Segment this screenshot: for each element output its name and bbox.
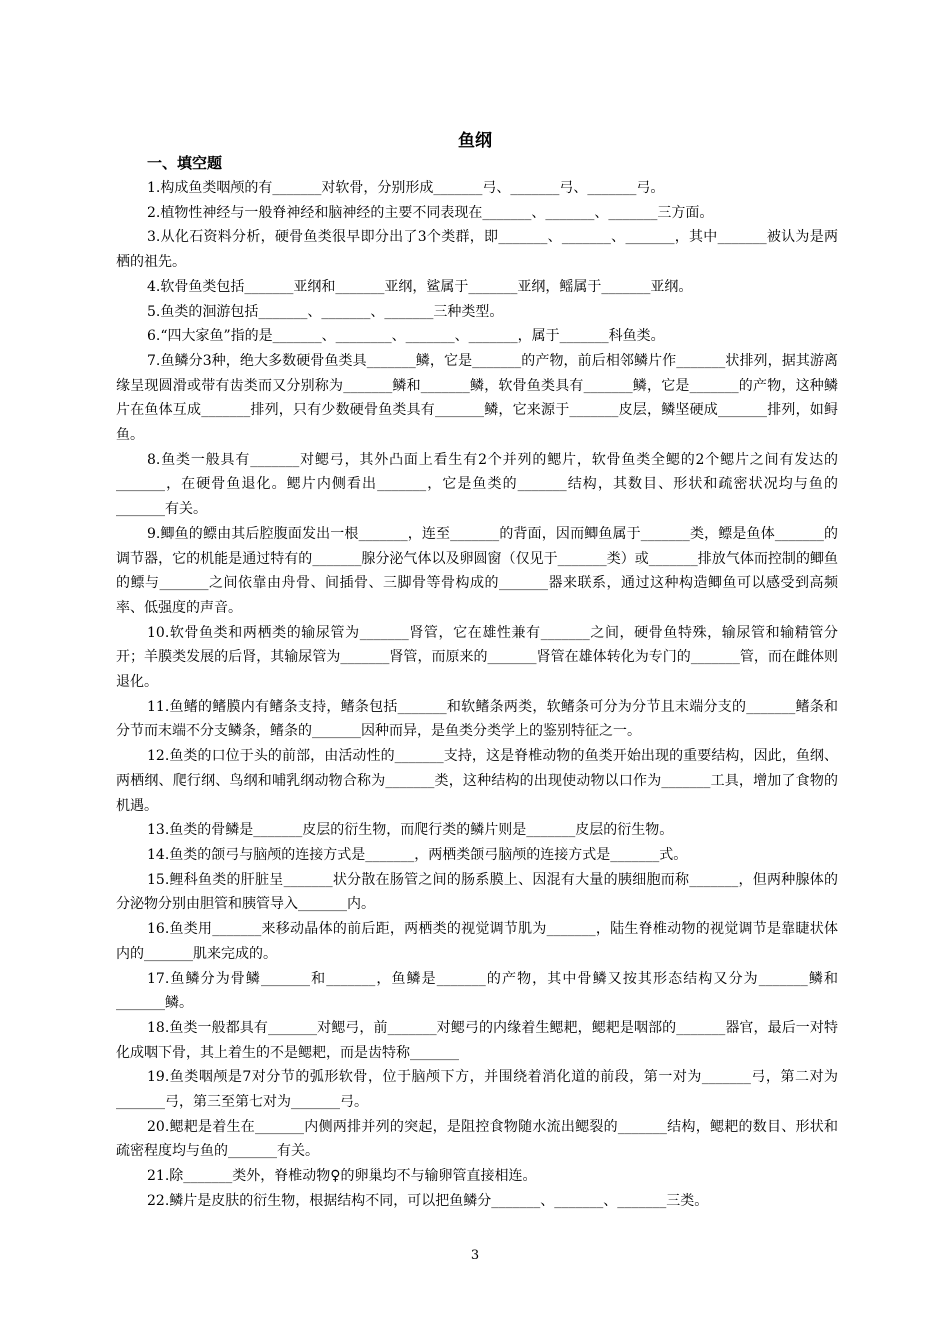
page-title: 鱼纲 [458, 131, 492, 151]
question-item-11: 11.鱼鳍的鳍膜内有鳍条支持，鳍条包括_______和软鳍条两类，软鳍条可分为分节且末端分支的_______鳍条和分节而末端不分支鳞条，鳍条的_______因种而异，是鱼类分类学上的鉴别特征之一。 [116, 698, 838, 740]
question-item-22: 22.鳞片是皮肤的衍生物，根据结构不同，可以把鱼鳞分_______、_______、_______三类。 [147, 1192, 709, 1209]
question-item-14: 14.鱼类的颌弓与脑颅的连接方式是_______，两栖类颌弓脑颅的连接方式是_______式。 [147, 846, 688, 863]
question-item-19: 19.鱼类咽颅是7对分节的弧形软骨，位于脑颅下方，并围绕着消化道的前段，第一对为_______弓，第二对为_______弓，第三至第七对为_______弓。 [116, 1069, 838, 1111]
question-item-15: 15.鲤科鱼类的肝脏呈_______状分散在肠管之间的肠系膜上、因混有大量的胰细胞而称_______，但两种腺体的分泌物分别由胆管和胰管导入_______内。 [116, 871, 838, 913]
question-item-12: 12.鱼类的口位于头的前部，由活动性的_______支持，这是脊椎动物的鱼类开始出现的重要结构，因此，鱼纲、两栖纲、爬行纲、鸟纲和哺乳纲动物合称为_______类，这种结构的出现使动物以口作为_______工具，增加了食物的机遇。 [116, 748, 838, 814]
question-item-9: 9.鲫鱼的鳔由其后腔腹面发出一根_______，连至_______的背面，因而鲫鱼属于_______类，鳔是鱼体_______的调节器，它的机能是通过特有的_______腺分泌气体以及卵圆窗（仅见于_______类）或_______排放气体而控制的鲫鱼的鳔与_______之间依靠由舟骨、间插骨、三脚骨等骨构成的_______器来联系，通过这种构造鲫鱼可以感受到高频率、低强度的声音。 [116, 525, 838, 616]
question-item-18: 18.鱼类一般都具有_______对鳃弓，前_______对鳃弓的内缘着生鳃耙，鳃耙是咽部的_______器官，最后一对特化成咽下骨，其上着生的不是鳃耙，而是齿特称_______ [116, 1019, 838, 1061]
question-item-3: 3.从化石资料分析，硬骨鱼类很早即分出了3个类群，即_______、_______、_______，其中_______被认为是两栖的祖先。 [116, 229, 838, 271]
page-number: 3 [470, 1248, 480, 1263]
question-item-6: 6.“四大家鱼”指的是_______、________、_______、_______，属于_______科鱼类。 [147, 328, 665, 345]
question-item-20: 20.鳃耙是着生在_______内侧两排并列的突起，是阻控食物随水流出鳃裂的_______结构，鳃耙的数目、形状和疏密程度均与鱼的_______有关。 [116, 1118, 838, 1160]
question-item-10: 10.软骨鱼类和两栖类的输尿管为_______肾管，它在雄性兼有_______之间，硬骨鱼特殊，输尿管和输精管分开；羊膜类发展的后肾，其输尿管为_______肾管，而原来的_______肾管在雄体转化为专门的_______管，而在雌体则退化。 [116, 624, 838, 691]
question-list [116, 176, 838, 1214]
question-item-21: 21.除_______类外，脊椎动物♀的卵巢均不与输卵管直接相连。 [147, 1168, 537, 1185]
question-item-13: 13.鱼类的骨鳞是_______皮层的衍生物，而爬行类的鳞片则是_______皮层的衍生物。 [147, 822, 674, 839]
question-item-4: 4.软骨鱼类包括_______亚纲和_______亚纲，鲨属于_______亚纲，鳐属于_______亚纲。 [147, 278, 693, 295]
section-heading: 一、填空题 [147, 154, 223, 172]
question-item-8: 8.鱼类一般具有_______对鳃弓，其外凸面上看生有2个并列的鳃片，软骨鱼类全鳃的2个鳃片之间有发达的_______，在硬骨鱼退化。鳃片内侧看出_______，它是鱼类的_______结构，其数目、形状和疏密状况均与鱼的_______有关。 [116, 451, 838, 518]
question-item-7: 7.鱼鳞分3种，绝大多数硬骨鱼类具_______鳞，它是_______的产物，前后相邻鳞片作_______状排列，据其游离缘呈现圆滑或带有齿类而又分别称为_______鳞和_______鳞，软骨鱼类具有_______鳞，它是_______的产物，这种鳞片在鱼体互成_______排列，只有少数硬骨鱼类具有_______鳞，它来源于_______皮层，鳞坚硬成_______排列，如鲟鱼。 [116, 352, 838, 444]
question-item-1: 1.构成鱼类咽颅的有_______对软骨，分别形成_______弓、_______弓、_______弓。 [147, 180, 665, 196]
question-item-16: 16.鱼类用_______来移动晶体的前后距，两栖类的视觉调节肌为_______，陆生脊椎动物的视觉调节是靠睫状体内的_______肌来完成的。 [116, 921, 838, 962]
question-item-5: 5.鱼类的洄游包括_______、_______、_______三种类型。 [147, 303, 504, 320]
question-item-17: 17.鱼鳞分为骨鳞_______和_______，鱼鳞是_______的产物，其中骨鳞又按其形态结构又分为_______鳞和_______鳞。 [116, 970, 838, 1012]
question-item-2: 2.植物性神经与一般脊神经和脑神经的主要不同表现在_______、_______、_______三方面。 [147, 204, 714, 221]
